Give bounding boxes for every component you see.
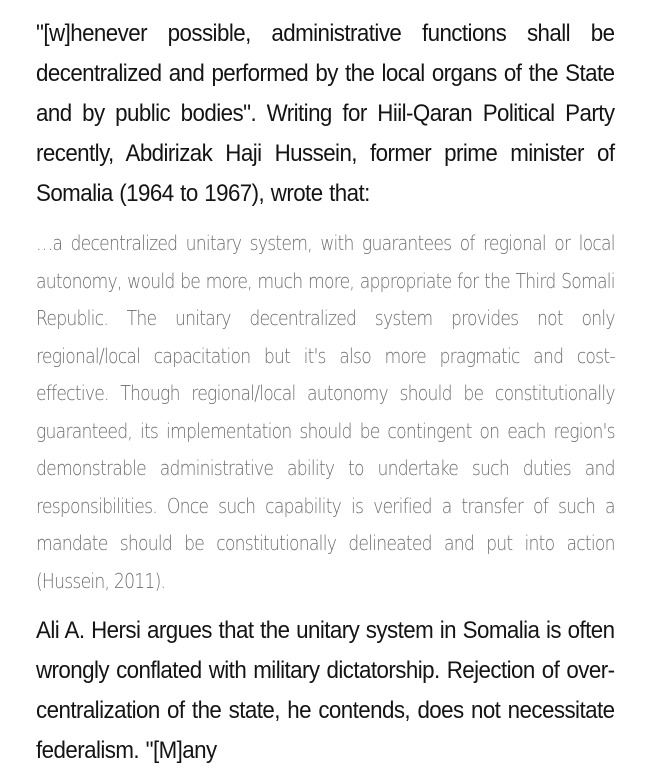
block-quote: …a decentralized unitary system, with guarantees of regional or local autonomy, would be more, much more, appropriate for the Third Somali Republic. The unitary decentralized system provides not only regional/local capacitation but it's also more pragmatic and cost-effective. Though regional/local autonomy should be constitutionally guaranteed, its implementation should be contingent on each region's demonstrable administrative ability to undertake such duties and responsibilities. Once such capability is verified a transfer of such a mandate should be constitutionally delineated and put into action (Hussein, 2011). (36, 231, 615, 593)
body-paragraph: Ali A. Hersi argues that the unitary system in Somalia is often wrongly conflated with military dictatorship. Rejection of over-centralization of the state, he contends, does not necessitate federalism. "[M]any (36, 617, 615, 764)
document-page (36, 14, 615, 771)
body-paragraph: "[w]henever possible, administrative functions shall be decentralized and performed by the local organs of the State and by public bodies". Writing for Hiil-Qaran Political Party recently, Abdirizak Haji Hussein, former prime minister of Somalia (1964 to 1967), wrote that: (36, 20, 615, 207)
